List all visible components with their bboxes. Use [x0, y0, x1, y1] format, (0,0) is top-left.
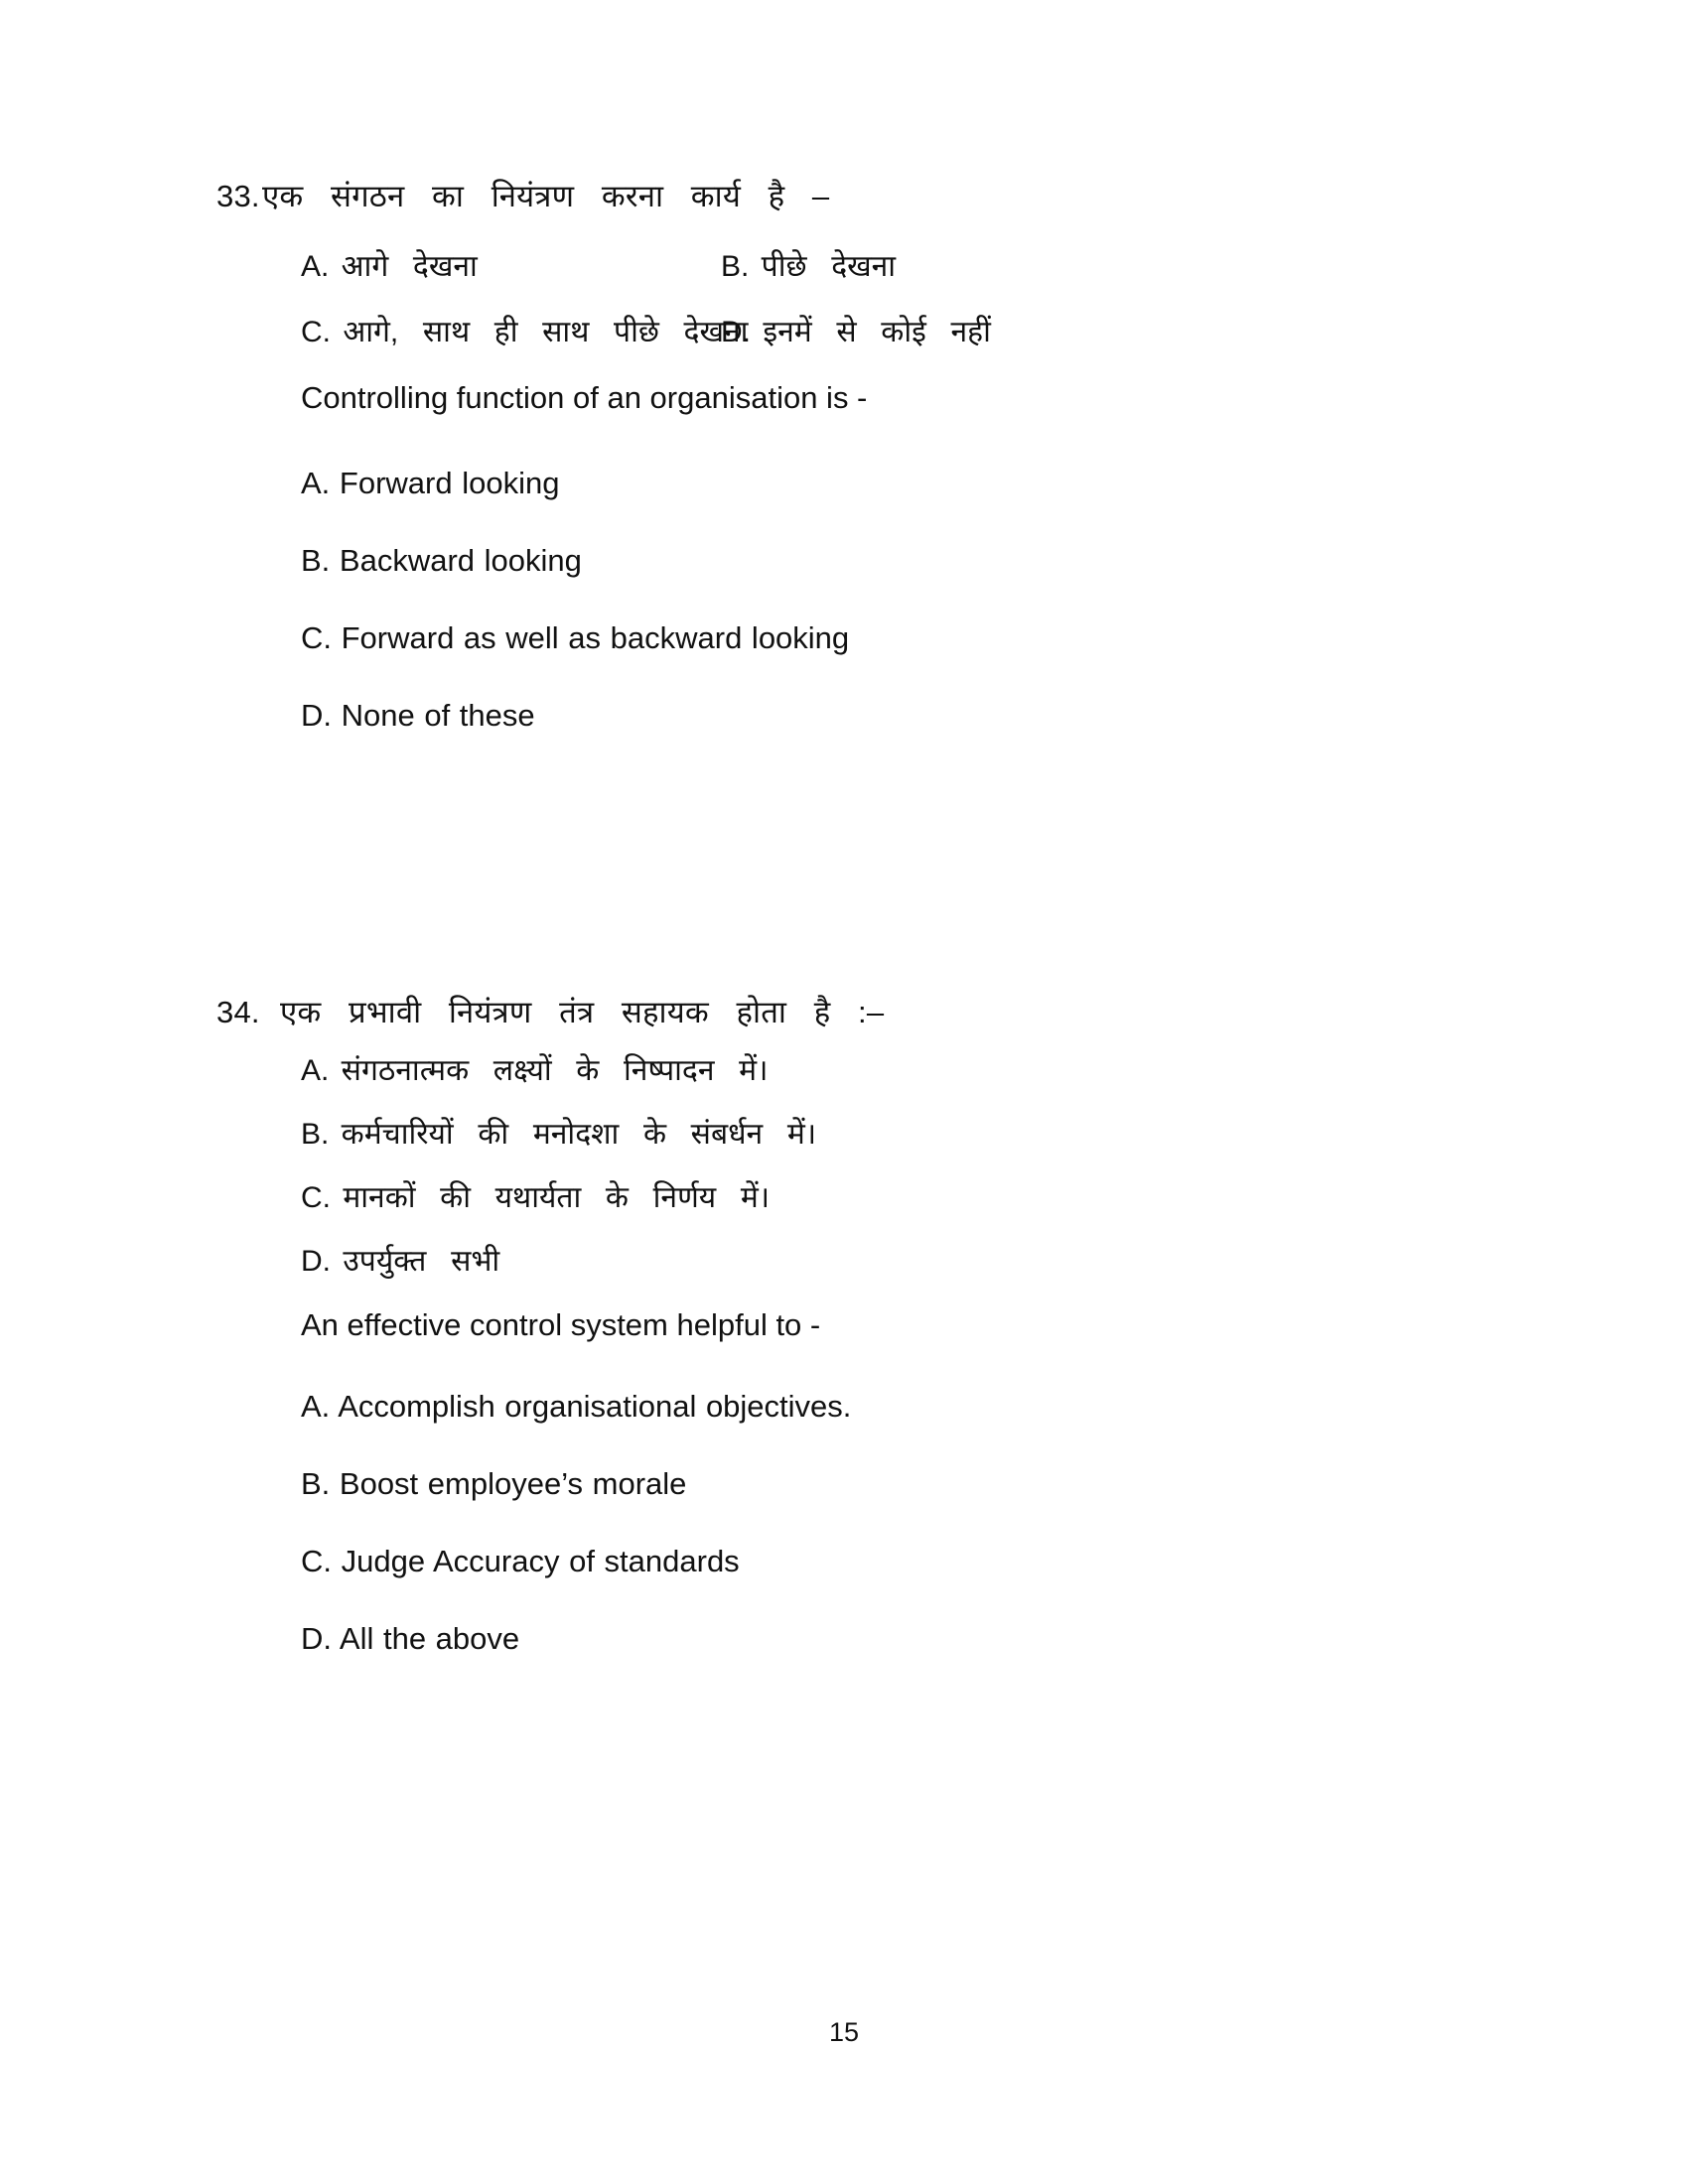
question-34-number: 34. — [216, 995, 260, 1029]
question-33-english-option-c: C. Forward as well as backward looking — [301, 620, 850, 656]
question-33-hindi-options — [216, 222, 1487, 379]
question-33-stem-hindi: एक संगठन का नियंत्रण करना कार्य है – — [262, 179, 830, 213]
question-34-stem-hindi: एक प्रभावी नियंत्रण तंत्र सहायक होता है :– — [280, 995, 885, 1029]
question-34-hindi-option-a: A. संगठनात्मक लक्ष्यों के निष्पादन में। — [301, 1054, 769, 1088]
question-33-number: 33. — [216, 179, 260, 213]
question-33-english-option-d: D. None of these — [301, 698, 535, 734]
question-34-hindi-option-d: D. उपर्युक्त सभी — [301, 1245, 500, 1279]
question-34-hindi-option-c: C. मानकों की यथार्यता के निर्णय में। — [301, 1181, 771, 1215]
question-33-english-options — [216, 465, 1487, 774]
question-block-34 — [216, 993, 1487, 1698]
question-33-hindi-option-d: D. इनमें से कोई नहीं — [721, 316, 991, 349]
question-34-english-option-a: A. Accomplish organisational objectives. — [301, 1389, 852, 1425]
question-block-33 — [216, 177, 1487, 774]
question-34-english-options — [216, 1388, 1487, 1698]
question-33-stem-english: Controlling function of an organisation is - — [301, 380, 868, 416]
question-33-hindi-option-c: C. आगे, साथ ही साथ पीछे देखना — [301, 316, 749, 349]
question-34-stem-english: An effective control system helpful to - — [301, 1307, 821, 1343]
question-34-english-option-d: D. All the above — [301, 1621, 520, 1657]
question-33-hindi-option-row-1 — [216, 248, 1487, 314]
question-33-hindi-option-a: A. आगे देखना — [301, 250, 478, 284]
question-33-english-option-b: B. Backward looking — [301, 543, 582, 579]
question-33-english-option-a: A. Forward looking — [301, 466, 560, 501]
question-34-heading — [216, 993, 1487, 1032]
question-34-hindi-options — [216, 1038, 1487, 1306]
question-33-heading — [216, 177, 1487, 216]
question-33-hindi-option-row-2 — [216, 314, 1487, 379]
page-number: 15 — [828, 2017, 860, 2047]
question-33-hindi-option-b: B. पीछे देखना — [721, 250, 897, 284]
question-34-english-option-c: C. Judge Accuracy of standards — [301, 1544, 740, 1579]
question-34-english-option-b: B. Boost employee’s morale — [301, 1466, 687, 1502]
question-34-hindi-option-b: B. कर्मचारियों की मनोदशा के संबर्धन में। — [301, 1118, 817, 1152]
